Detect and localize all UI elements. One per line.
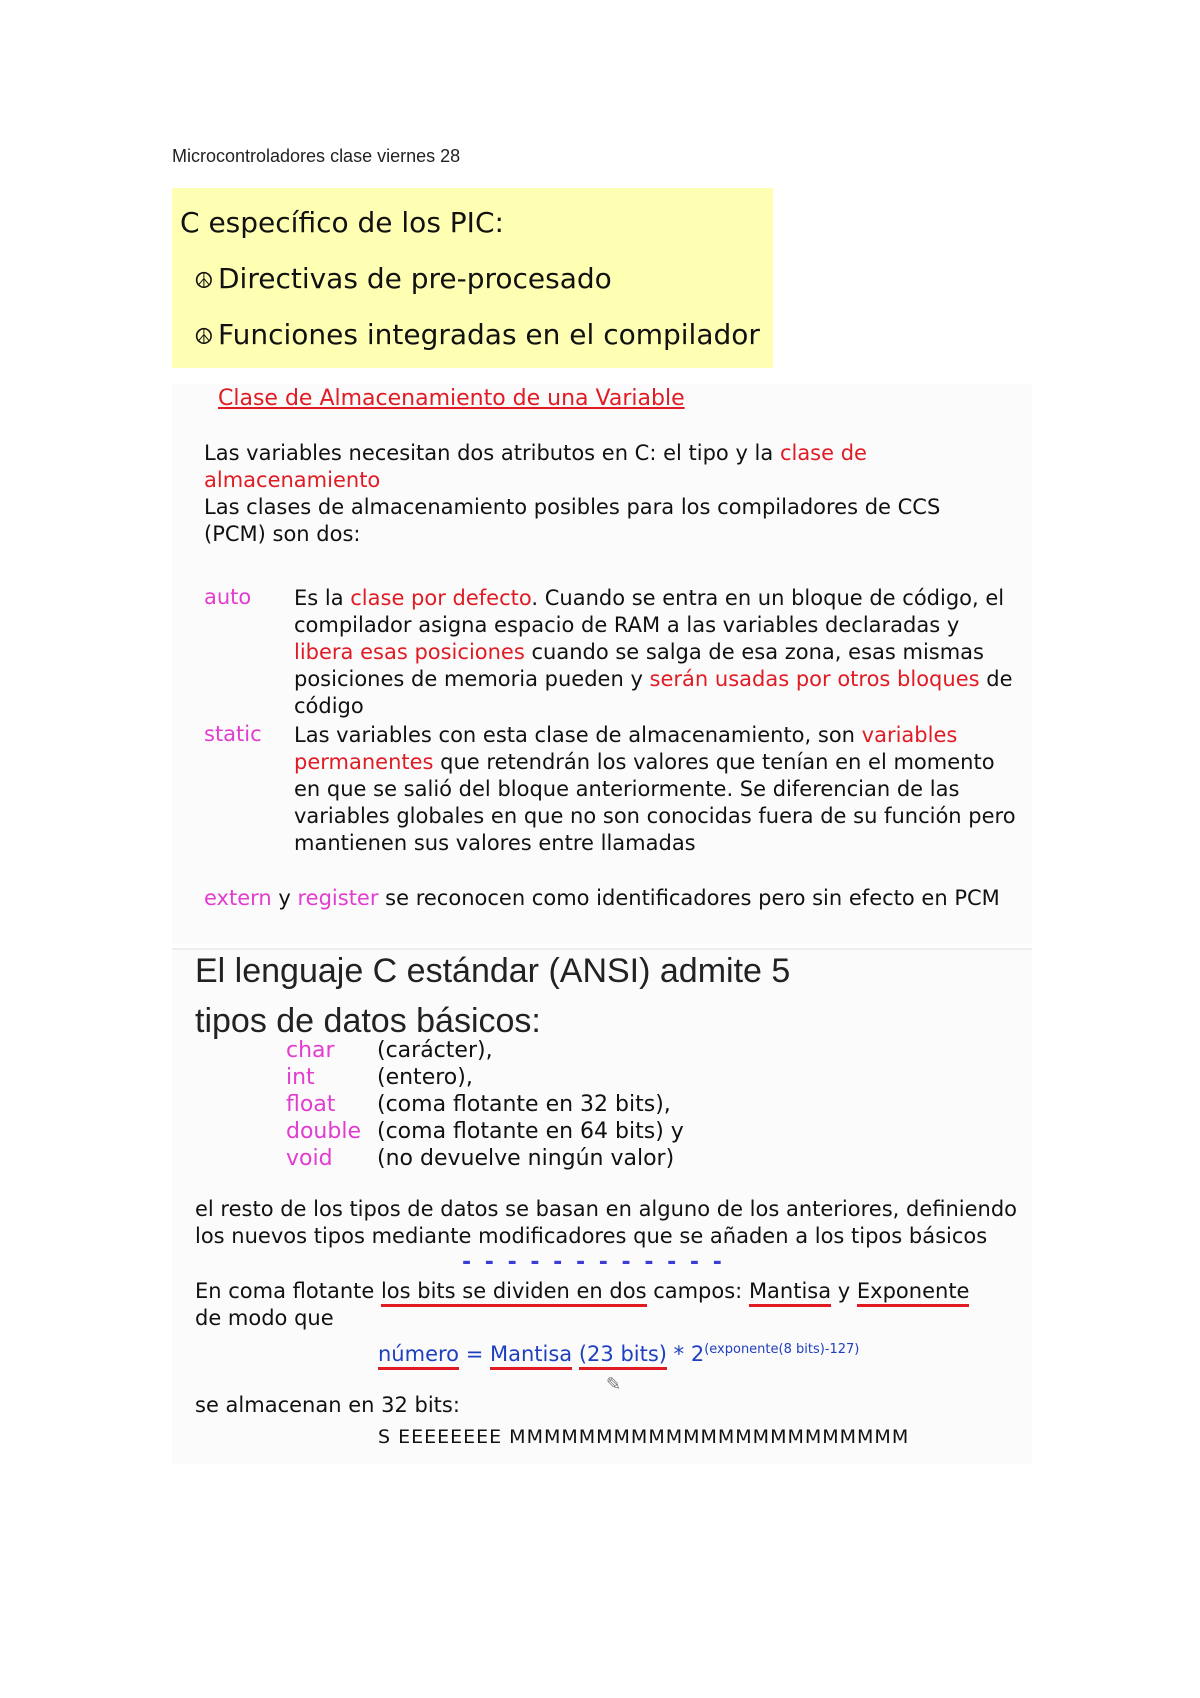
type-keyword: void [286, 1146, 333, 1171]
float-formula: número = Mantisa (23 bits) * $2^{(exponente(8 bits)-127)}$ [378, 1336, 1018, 1368]
type-keyword: double [286, 1119, 361, 1144]
term-auto: auto [204, 585, 252, 609]
auto-definition: Es la clase por defecto. Cuando se entra en un bloque de código, el compilador asigna espacio de RAM a las variables declaradas y libera esas posiciones cuando se salga de esa zona, esas mismas posiciones de memoria pueden y serán usadas por otros bloques de código [294, 586, 1013, 718]
type-keyword: int [286, 1065, 315, 1090]
static-definition: Las variables con esta clase de almacenamiento, son variables permanentes que retendrán los valores que tenían en el momento en que se salió del bloque anteriormente. Se diferencian de las variables globales en que no son conocidas fuera de su función pero mantienen sus valores entre llamadas [294, 723, 1016, 855]
bullet-icon: ☮ [194, 325, 214, 350]
blue-dashes: - - - - - - - - - - - - [462, 1250, 725, 1275]
type-description: (coma flotante en 64 bits) y [377, 1119, 684, 1144]
type-description: (no devuelve ningún valor) [377, 1146, 675, 1171]
box-item-2: ☮ Funciones integradas en el compilador [194, 318, 760, 351]
type-keyword: char [286, 1038, 335, 1063]
extern-register-note: extern y register se reconocen como identificadores pero sin efecto en PCM [204, 886, 1000, 910]
type-description: (coma flotante en 32 bits), [377, 1092, 671, 1117]
derived-types-text: el resto de los tipos de datos se basan en alguno de los anteriores, definiendo los nuevos tipos mediante modificadores que se añaden a los tipos básicos [195, 1197, 1018, 1248]
type-keyword: float [286, 1092, 336, 1117]
storage-classes-count: Las clases de almacenamiento posibles para los compiladores de CCS (PCM) son dos: [204, 495, 941, 546]
bullet-icon: ☮ [194, 269, 214, 294]
type-description: (entero), [377, 1065, 473, 1090]
box-title: C específico de los PIC: [180, 206, 504, 239]
float-fields-text: En coma flotante los bits se dividen en dos campos: Mantisa y Exponente de modo que [195, 1279, 970, 1330]
types-heading-2: tipos de datos básicos: [195, 1002, 541, 1040]
types-heading-1: El lenguaje C estándar (ANSI) admite 5 [195, 952, 791, 990]
page-header: Microcontroladores clase viernes 28 [172, 146, 461, 166]
term-static: static [204, 722, 262, 746]
type-description: (carácter), [377, 1038, 493, 1063]
box-item-1: ☮ Directivas de pre-procesado [194, 262, 612, 295]
storage-title: Clase de Almacenamiento de una Variable [218, 386, 685, 411]
storage-intro: Las variables necesitan dos atributos en C: el tipo y la clase de almacenamiento [204, 441, 867, 492]
pen-icon: ✎ [606, 1374, 622, 1395]
bit-layout: S EEEEEEEE MMMMMMMMMMMMMMMMMMMMMMM [378, 1426, 910, 1448]
storage-32bits-text: se almacenan en 32 bits: [195, 1393, 460, 1417]
